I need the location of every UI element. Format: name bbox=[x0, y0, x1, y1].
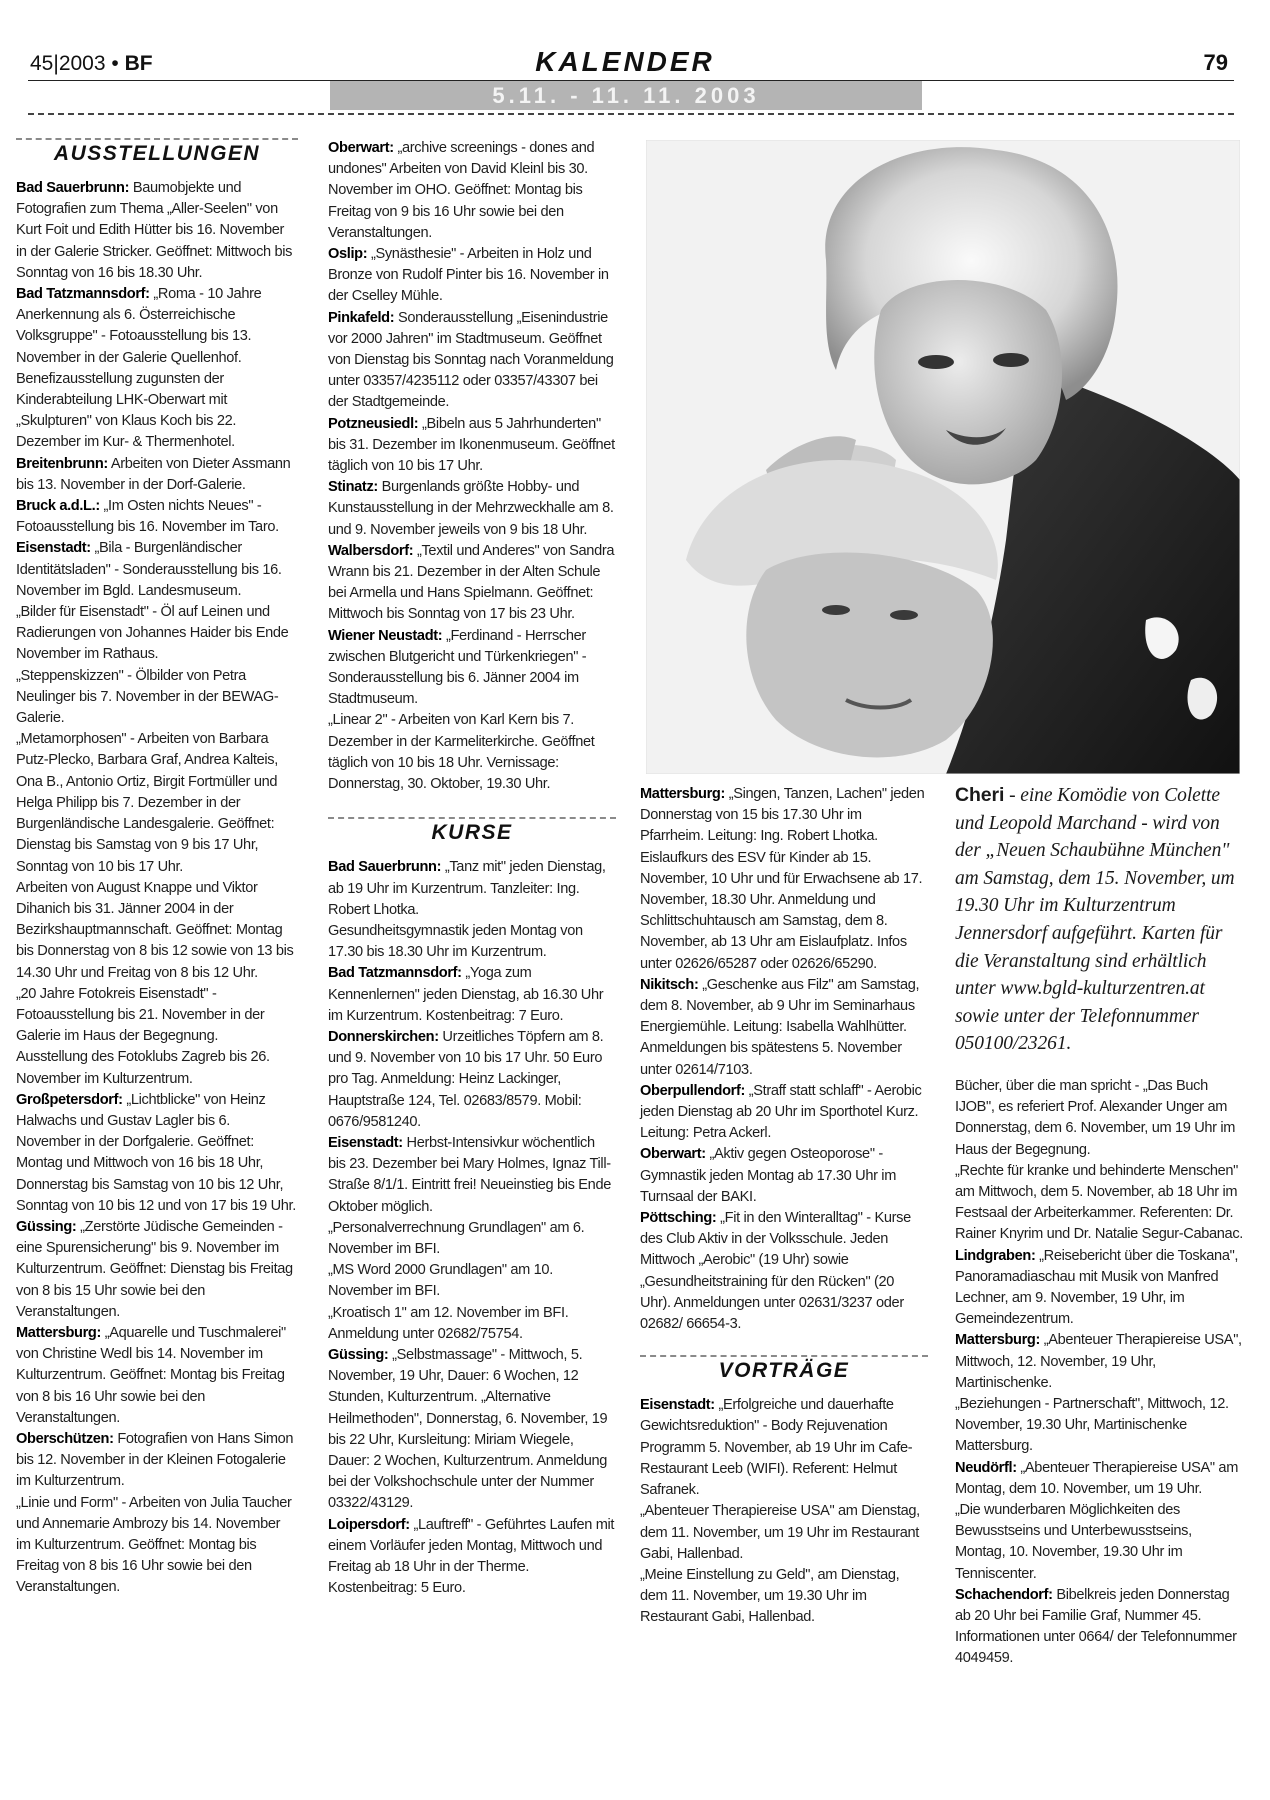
calendar-entry bbox=[640, 1395, 928, 1501]
entry-text: „Lichtblicke" von Heinz Halwachs und Gustav Lagler bis 6. November in der Dorfgalerie. Geöffnet: Montag und Mittwoch von 16 bis 18 Uhr, Donnerstag bis Samstag von 10 bis 12 Uhr, Sonntag von 10 bis 12 und von 17 bis 19 Uhr. bbox=[16, 1091, 296, 1214]
column-3 bbox=[640, 784, 928, 1629]
entry-text: Bücher, über die man spricht - „Das Buch IJOB", es referiert Prof. Alexander Unger am Donnerstag, dem 6. November, um 19 Uhr im Haus der Begegnung. bbox=[955, 1077, 1236, 1158]
column-2 bbox=[328, 138, 616, 1599]
entry-text: „archive screenings - dones and undones" Arbeiten von David Kleinl bis 30. November im OHO. Geöffnet: Montag bis Freitag von 9 bis 16 Uhr sowie bei den Veranstaltungen. bbox=[328, 140, 595, 241]
entry-text: Herbst-Intensivkur wöchentlich bis 23. Dezember bei Mary Holmes, Ignaz Till-Straße 8/1/1. Eintritt frei! Neueinstieg bis Ende Oktober möglich. bbox=[328, 1134, 611, 1215]
calendar-entry bbox=[328, 1345, 616, 1515]
entry-text: Arbeiten von August Knappe und Viktor Dihanich bis 31. Jänner 2004 in der Bezirkshauptmannschaft. Geöffnet: Montag bis Donnerstag von 8 bis 12 sowie von 13 bis 14.30 Uhr und Freitag von 8 bis 12 Uhr. bbox=[16, 879, 294, 981]
calendar-entry bbox=[16, 1217, 298, 1323]
entry-place: Oslip: bbox=[328, 246, 368, 263]
feature-text bbox=[955, 782, 1245, 1058]
entry-place: Pöttsching: bbox=[640, 1210, 717, 1227]
calendar-entry bbox=[328, 1218, 616, 1260]
entry-text: Urzeitliches Töpfern am 8. und 9. November von 10 bis 17 Uhr. 50 Euro pro Tag. Anmeldung: Heinz Lackinger, Hauptstraße 124, Tel. 02683/8579. Mobil: 0676/9581240. bbox=[328, 1028, 604, 1130]
calendar-entry bbox=[640, 784, 928, 848]
entry-place: Bad Sauerbrunn: bbox=[328, 859, 442, 876]
entry-place: Mattersburg: bbox=[955, 1332, 1040, 1349]
calendar-entry bbox=[328, 138, 616, 244]
entry-text: „Bibeln aus 5 Jahrhunderten" bis 31. Dezember im Ikonenmuseum. Geöffnet täglich von 10 bis 17 Uhr. bbox=[328, 415, 615, 475]
calendar-entry bbox=[955, 1394, 1245, 1458]
entry-text: „Abenteuer Therapiereise USA" am Montag, dem 10. November, um 19 Uhr. bbox=[955, 1459, 1239, 1497]
entry-text: „Straff statt schlaff" - Aerobic jeden Dienstag ab 20 Uhr im Sporthotel Kurz. Leitung: Petra Ackerl. bbox=[640, 1082, 922, 1142]
calendar-entry bbox=[640, 975, 928, 1081]
calendar-entry bbox=[16, 1090, 298, 1217]
calendar-entry bbox=[955, 1585, 1245, 1670]
entry-text: „Abenteuer Therapiereise USA", Mittwoch, 12. November, 19 Uhr, Martinischenke. bbox=[955, 1332, 1242, 1391]
entry-text: „Personalverrechnung Grundlagen" am 6. November im BFI. bbox=[328, 1219, 585, 1257]
calendar-entry bbox=[16, 1047, 298, 1089]
calendar-entry bbox=[640, 1144, 928, 1208]
calendar-entry bbox=[328, 626, 616, 711]
entry-text: „Erfolgreiche und dauerhafte Gewichtsreduktion" - Body Rejuvenation Programm 5. November, ab 19 Uhr im Cafe-Restaurant Leeb (WIFI). Referent: Helmut Safranek. bbox=[640, 1397, 913, 1499]
entry-place: Eisenstadt: bbox=[640, 1397, 715, 1414]
entry-text: Ausstellung des Fotoklubs Zagreb bis 26. November im Kulturzentrum. bbox=[16, 1049, 270, 1087]
feature-title: Cheri bbox=[955, 784, 1005, 806]
entry-text: „Bilder für Eisenstadt" - Öl auf Leinen und Radierungen von Johannes Haider bis Ende November im Rathaus. bbox=[16, 604, 289, 663]
page-number: 79 bbox=[1203, 50, 1228, 75]
entry-place: Eisenstadt: bbox=[328, 1134, 403, 1151]
entry-text: „Geschenke aus Filz" am Samstag, dem 8. November, ab 9 Uhr im Seminarhaus Energiemühle. Leitung: Isabella Wahlhütter. Anmeldungen bis spätestens 5. November unter 02614/7103. bbox=[640, 976, 920, 1078]
calendar-entry bbox=[328, 1027, 616, 1133]
calendar-entry bbox=[640, 1081, 928, 1145]
entry-text: „Linie und Form" - Arbeiten von Julia Taucher und Annemarie Ambrozy bis 14. November im Kulturzentrum. Geöffnet: Montag bis Freitag von 8 bis 16 Uhr sowie bei den Veranstaltungen. bbox=[16, 1494, 292, 1596]
entry-place: Oberwart: bbox=[640, 1146, 706, 1163]
calendar-entry bbox=[328, 1133, 616, 1218]
entry-place: Oberpullendorf: bbox=[640, 1082, 746, 1099]
section-heading-kurse: KURSE bbox=[328, 817, 616, 851]
calendar-entry bbox=[16, 878, 298, 984]
calendar-entry bbox=[16, 496, 298, 538]
entry-text: „Zerstörte Jüdische Gemeinden - eine Spurensicherung" bis 9. November im Kulturzentrum. Geöffnet: Dienstag bis Freitag von 8 bis 15 Uhr sowie bei den Veranstaltungen. bbox=[16, 1218, 293, 1320]
calendar-entry bbox=[328, 1260, 616, 1302]
calendar-entry bbox=[328, 414, 616, 478]
column-4 bbox=[955, 782, 1245, 1670]
entry-place: Pinkafeld: bbox=[328, 309, 395, 326]
calendar-entry bbox=[16, 1323, 298, 1429]
column-4-entries bbox=[955, 1076, 1245, 1670]
entry-place: Donnerskirchen: bbox=[328, 1028, 439, 1045]
calendar-entry bbox=[328, 921, 616, 963]
calendar-entry bbox=[955, 1246, 1245, 1331]
entry-place: Bad Tatzmannsdorf: bbox=[328, 965, 462, 982]
calendar-entry bbox=[16, 984, 298, 1048]
calendar-entry bbox=[16, 666, 298, 730]
entry-place: Bad Tatzmannsdorf: bbox=[16, 286, 150, 303]
entry-text: „Abenteuer Therapiereise USA" am Dienstag, dem 11. November, um 19 Uhr im Restaurant Gabi, Hallenbad. bbox=[640, 1503, 920, 1562]
section-heading-vortraege: VORTRÄGE bbox=[640, 1355, 928, 1389]
entry-text: „Yoga zum Kennenlernen" jeden Dienstag, ab 16.30 Uhr im Kurzentrum. Kostenbeitrag: 7 Euro. bbox=[328, 965, 604, 1024]
column-1 bbox=[16, 142, 298, 1599]
entry-text: „Die wunderbaren Möglichkeiten des Bewusstseins und Unterbewusstseins, Montag, 10. November, 19.30 Uhr im Tenniscenter. bbox=[955, 1502, 1192, 1582]
calendar-entry bbox=[328, 963, 616, 1027]
entry-text: Arbeiten von Dieter Assmann bis 13. November in der Dorf-Galerie. bbox=[16, 455, 291, 493]
entry-text: „Kroatisch 1" am 12. November im BFI. Anmeldung unter 02682/75754. bbox=[328, 1304, 569, 1342]
entry-place: Oberschützen: bbox=[16, 1430, 114, 1447]
entry-text: Fotografien von Hans Simon bis 12. November in der Kleinen Fotogalerie im Kulturzentrum. bbox=[16, 1430, 294, 1490]
entry-text: „Meine Einstellung zu Geld", am Dienstag, dem 11. November, um 19.30 Uhr im Restaurant Gabi, Hallenbad. bbox=[640, 1566, 900, 1626]
entry-text: „Ferdinand - Herrscher zwischen Blutgericht und Türkenkriegen" - Sonderausstellung bis 6. Jänner 2004 im Stadtmuseum. bbox=[328, 627, 587, 708]
entry-text: „Im Osten nichts Neues" - Fotoausstellung bis 16. November im Taro. bbox=[16, 498, 279, 536]
portrait-photo bbox=[646, 140, 1240, 774]
entry-place: Lindgraben: bbox=[955, 1247, 1036, 1264]
calendar-entry bbox=[328, 244, 616, 308]
entry-place: Stinatz: bbox=[328, 479, 378, 496]
date-range-band: 5.11. - 11. 11. 2003 bbox=[330, 81, 922, 110]
page-title: KALENDER bbox=[535, 46, 715, 77]
calendar-entry bbox=[328, 1515, 616, 1600]
entry-text: „Roma - 10 Jahre Anerkennung als 6. Österreichische Volksgruppe" - Fotoausstellung bis 13. November in der Galerie Quellenhof. bbox=[16, 286, 262, 366]
entry-place: Güssing: bbox=[328, 1346, 389, 1363]
entry-place: Mattersburg: bbox=[16, 1324, 101, 1341]
issue-dot: • bbox=[111, 52, 119, 75]
entry-text: „Linear 2" - Arbeiten von Karl Kern bis 7. Dezember in der Karmeliterkirche. Geöffnet täglich von 10 bis 18 Uhr. Vernissage: Donnerstag, 30. Oktober, 19.30 Uhr. bbox=[328, 712, 595, 793]
section-heading-ausstellungen: AUSSTELLUNGEN bbox=[16, 138, 298, 172]
entry-place: Oberwart: bbox=[328, 140, 394, 156]
issue-number: 45|2003 bbox=[30, 52, 106, 75]
entry-text: „Rechte für kranke und behinderte Menschen" am Mittwoch, dem 5. November, ab 18 Uhr im Festsaal der Arbeiterkammer. Referenten: Dr. Rainer Knyrim und Dr. Natalie Segur-Cabanac. bbox=[955, 1162, 1243, 1243]
entry-text: „Aquarelle und Tuschmalerei" von Christine Wedl bis 14. November im Kulturzentrum. Geöffnet: Montag bis Freitag von 8 bis 16 Uhr sowie bei den Veranstaltungen. bbox=[16, 1324, 286, 1426]
calendar-entry bbox=[328, 308, 616, 414]
entry-place: Potzneusiedl: bbox=[328, 415, 419, 432]
entry-text: „MS Word 2000 Grundlagen" am 10. November im BFI. bbox=[328, 1262, 553, 1300]
entry-text: „Steppenskizzen" - Ölbilder von Petra Neulinger bis 7. November in der BEWAG-Galerie. bbox=[16, 667, 279, 727]
entry-text: Burgenlands größte Hobby- und Kunstausstellung in der Mehrzweckhalle am 8. und 9. November jeweils von 9 bis 18 Uhr. bbox=[328, 479, 614, 538]
entry-place: Güssing: bbox=[16, 1218, 77, 1235]
entry-place: Mattersburg: bbox=[640, 786, 725, 802]
calendar-entry bbox=[328, 710, 616, 795]
calendar-entry bbox=[328, 541, 616, 626]
entry-text: Sonderausstellung „Eisenindustrie vor 2000 Jahren" im Stadtmuseum. Geöffnet von Dienstag bis Sonntag nach Voranmeldung unter 03357/4235112 oder 03357/43307 bei der Stadtgemeinde. bbox=[328, 309, 614, 411]
calendar-entry bbox=[16, 602, 298, 666]
entry-text: „Textil und Anderes" von Sandra Wrann bis 21. Dezember in der Alten Schule bei Armella und Hans Spielmann. Geöffnet: Mittwoch bis Sonntag von 17 bis 23 Uhr. bbox=[328, 542, 615, 623]
entry-text: „Reisebericht über die Toskana", Panoramadiaschau mit Musik von Manfred Lechner, am 9. November, 19 Uhr, im Gemeindezentrum. bbox=[955, 1247, 1239, 1328]
entry-place: Wiener Neustadt: bbox=[328, 627, 443, 644]
entry-place: Bad Sauerbrunn: bbox=[16, 180, 130, 196]
calendar-entry bbox=[328, 857, 616, 921]
calendar-entry bbox=[955, 1076, 1245, 1161]
entry-text: Baumobjekte und Fotografien zum Thema „Aller-Seelen" von Kurt Foit und Edith Hütter bis 16. November in der Galerie Stricker. Geöffnet: Mittwoch bis Sonntag von 16 bis 18.30 Uhr. bbox=[16, 180, 293, 281]
calendar-entry bbox=[955, 1500, 1245, 1585]
entry-text: „Bila - Burgenländischer Identitätsladen" - Sonderausstellung bis 16. November im Bgld. Landesmuseum. bbox=[16, 540, 282, 599]
entry-text: „Beziehungen - Partnerschaft", Mittwoch, 12. November, 19.30 Uhr, Martinischenke Mattersburg. bbox=[955, 1395, 1229, 1455]
entry-place: Großpetersdorf: bbox=[16, 1091, 123, 1108]
calendar-entry bbox=[16, 178, 298, 284]
entry-text: „Aktiv gegen Osteoporose" - Gymnastik jeden Montag ab 17.30 Uhr im Turnsaal der BAKI. bbox=[640, 1146, 897, 1205]
issue-info bbox=[30, 52, 153, 76]
calendar-entry bbox=[16, 369, 298, 454]
entry-text: „Metamorphosen" - Arbeiten von Barbara Putz-Plecko, Barbara Graf, Andrea Kalteis, Ona B., Antonio Ortiz, Birgit Fortmüller und Helga Philipp bis 7. Dezember in der Burgenländische Landesgalerie. Geöffnet: Dienstag bis Samstag von 9 bis 17 Uhr, Sonntag von 10 bis 17 Uhr. bbox=[16, 731, 278, 875]
calendar-entry bbox=[955, 1458, 1245, 1500]
calendar-entry bbox=[640, 1208, 928, 1335]
entry-text: Bibelkreis jeden Donnerstag ab 20 Uhr bei Familie Graf, Nummer 45. Informationen unter 0664/ der Telefonnummer 4049459. bbox=[955, 1586, 1237, 1667]
calendar-entry bbox=[16, 538, 298, 602]
entry-place: Schachendorf: bbox=[955, 1586, 1053, 1603]
feature-body: - eine Komödie von Colette und Leopold Marchand - wird von der „Neuen Schaubühne München" am Samstag, dem 15. November, um 19.30 Uhr im Kulturzentrum Jennersdorf aufgeführt. Karten für die Veranstaltung sind erhältlich unter www.bgld-kulturzentren.at sowie unter der Telefonnummer 050100/23261. bbox=[955, 785, 1235, 1055]
entry-place: Neudörfl: bbox=[955, 1459, 1017, 1476]
calendar-entry bbox=[16, 454, 298, 496]
calendar-entry bbox=[328, 1303, 616, 1345]
entry-text: Benefizausstellung zugunsten der Kinderabteilung LHK-Oberwart mit „Skulpturen" von Klaus Koch bis 22. Dezember im Kur- & Thermenhotel. bbox=[16, 370, 237, 451]
entry-text: „Fit in den Winteralltag" - Kurse des Club Aktiv in der Volksschule. Jeden Mittwoch „Aerobic" (19 Uhr) sowie „Gesundheitstraining für den Rücken" (20 Uhr). Anmeldungen unter 02631/3237 oder 02682/ 66654-3. bbox=[640, 1210, 911, 1333]
calendar-entry bbox=[16, 1493, 298, 1599]
entry-place: Walbersdorf: bbox=[328, 542, 414, 559]
entry-place: Breitenbrunn: bbox=[16, 455, 108, 472]
calendar-entry bbox=[955, 1161, 1245, 1246]
entry-text: Eislaufkurs des ESV für Kinder ab 15. November, 10 Uhr und für Erwachsene ab 17. November, 18.30 Uhr. Anmeldung und Schlittschuhtausch am Samstag, dem 8. November, ab 13 Uhr am Eislaufplatz. Infos unter 02626/65287 oder 02626/65290. bbox=[640, 849, 923, 972]
entry-place: Bruck a.d.L.: bbox=[16, 498, 100, 515]
entry-place: Loipersdorf: bbox=[328, 1516, 410, 1533]
calendar-entry bbox=[16, 1429, 298, 1493]
calendar-entry bbox=[640, 848, 928, 975]
entry-text: „Selbstmassage" - Mittwoch, 5. November, 19 Uhr, Dauer: 6 Wochen, 12 Stunden, Kulturzentrum. „Alternative Heilmethoden", Donnerstag, 6. November, 19 bis 22 Uhr, Kursleitung: Miriam Wiegele, Dauer: 2 Wochen, Kulturzentrum. Anmeldung bei der Volkshochschule unter der Nummer 03322/43129. bbox=[328, 1346, 608, 1512]
entry-text: „20 Jahre Fotokreis Eisenstadt" - Fotoausstellung bis 21. November in der Galerie im Haus der Begegnung. bbox=[16, 985, 265, 1045]
calendar-entry bbox=[955, 1330, 1245, 1394]
calendar-entry bbox=[328, 477, 616, 541]
entry-text: „Lauftreff" - Geführtes Laufen mit einem Vorläufer jeden Montag, Mittwoch und Freitag ab 18 Uhr in der Therme. Kostenbeitrag: 5 Euro. bbox=[328, 1516, 615, 1597]
calendar-entry bbox=[640, 1501, 928, 1565]
entry-text: Gesundheitsgymnastik jeden Montag von 17.30 bis 18.30 Uhr im Kurzentrum. bbox=[328, 922, 583, 961]
calendar-entry bbox=[16, 284, 298, 369]
entry-text: „Synästhesie" - Arbeiten in Holz und Bronze von Rudolf Pinter bis 16. November in der Cselley Mühle. bbox=[328, 246, 609, 305]
section-code: BF bbox=[124, 52, 153, 75]
entry-text: „Tanz mit" jeden Dienstag, ab 19 Uhr im Kurzentrum. Tanzleiter: Ing. Robert Lhotka. bbox=[328, 859, 606, 918]
entry-place: Eisenstadt: bbox=[16, 540, 91, 557]
dashed-divider bbox=[28, 113, 1234, 115]
calendar-entry bbox=[640, 1565, 928, 1629]
entry-place: Nikitsch: bbox=[640, 976, 699, 993]
entry-text: „Singen, Tanzen, Lachen" jeden Donnerstag von 15 bis 17.30 Uhr im Pfarrheim. Leitung: Ing. Robert Lhotka. bbox=[640, 786, 925, 845]
calendar-entry bbox=[16, 729, 298, 877]
